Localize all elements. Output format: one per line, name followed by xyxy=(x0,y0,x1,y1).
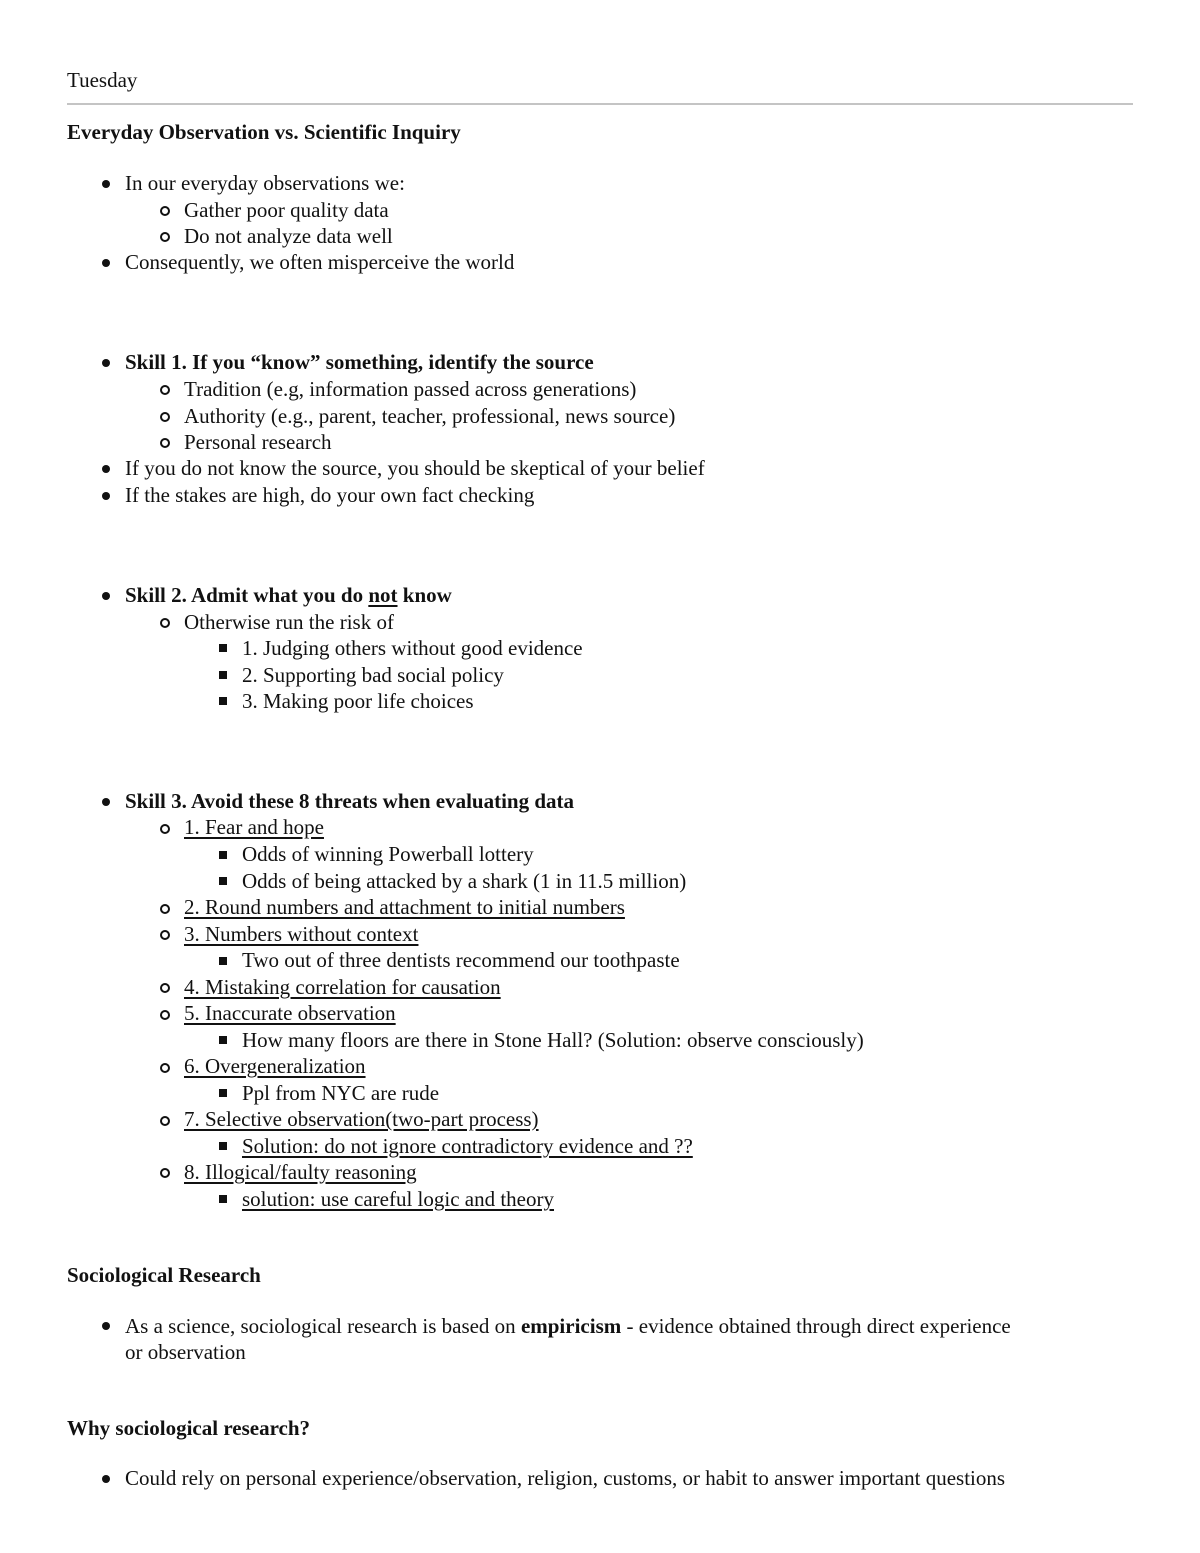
skill-heading: Skill 1. If you “know” something, identify the source xyxy=(125,350,594,374)
square-bullet-icon xyxy=(219,1089,227,1097)
square-bullet-icon xyxy=(219,1195,227,1203)
threat-item: 6. Overgeneralization xyxy=(184,1054,366,1078)
section-heading: Everyday Observation vs. Scientific Inquiry xyxy=(67,120,461,144)
circle-bullet-icon xyxy=(160,983,170,993)
list-item: If you do not know the source, you should be skeptical of your belief xyxy=(125,456,705,480)
square-bullet-icon xyxy=(219,697,227,705)
circle-bullet-icon xyxy=(160,232,170,242)
list-item: How many floors are there in Stone Hall? (Solution: observe consciously) xyxy=(242,1028,864,1052)
day-label: Tuesday xyxy=(67,68,138,92)
bullet-icon xyxy=(102,465,110,473)
circle-bullet-icon xyxy=(160,206,170,216)
list-item: Odds of being attacked by a shark (1 in 11.5 million) xyxy=(242,869,687,893)
threat-item: 2. Round numbers and attachment to initial numbers xyxy=(184,895,625,919)
circle-bullet-icon xyxy=(160,824,170,834)
skill-heading-text: Skill 2. Admit what you do xyxy=(125,583,369,607)
circle-bullet-icon xyxy=(160,438,170,448)
threat-item: 1. Fear and hope xyxy=(184,815,324,839)
bullet-icon xyxy=(102,1322,110,1330)
emphasis-not: not xyxy=(368,583,398,607)
circle-bullet-icon xyxy=(160,930,170,940)
list-item: Could rely on personal experience/observation, religion, customs, or habit to answer important questions xyxy=(125,1466,1006,1490)
circle-bullet-icon xyxy=(160,1010,170,1020)
list-item: Otherwise run the risk of xyxy=(184,610,394,634)
list-item: If the stakes are high, do your own fact checking xyxy=(125,483,535,507)
circle-bullet-icon xyxy=(160,618,170,628)
bullet-icon xyxy=(102,1475,110,1483)
list-item: Ppl from NYC are rude xyxy=(242,1081,440,1105)
section-heading: Why sociological research? xyxy=(67,1416,311,1440)
header-divider xyxy=(67,103,1133,105)
list-item: Odds of winning Powerball lottery xyxy=(242,842,534,866)
square-bullet-icon xyxy=(219,1142,227,1150)
circle-bullet-icon xyxy=(160,385,170,395)
threat-item: 7. Selective observation(two-part process) xyxy=(184,1107,539,1131)
list-item: Do not analyze data well xyxy=(184,224,393,248)
bullet-icon xyxy=(102,180,110,188)
threat-item: 3. Numbers without context xyxy=(184,922,419,946)
threat-item: 4. Mistaking correlation for causation xyxy=(184,975,501,999)
list-item: Personal research xyxy=(184,430,332,454)
section-heading: Sociological Research xyxy=(67,1263,261,1287)
square-bullet-icon xyxy=(219,957,227,965)
threat-item: 8. Illogical/faulty reasoning xyxy=(184,1160,417,1184)
list-item: Consequently, we often misperceive the world xyxy=(125,250,515,274)
circle-bullet-icon xyxy=(160,904,170,914)
bullet-icon xyxy=(102,592,110,600)
circle-bullet-icon xyxy=(160,1168,170,1178)
list-item: Tradition (e.g, information passed across generations) xyxy=(184,377,637,401)
bullet-icon xyxy=(102,798,110,806)
skill-heading-text: know xyxy=(397,583,452,607)
bullet-icon xyxy=(102,259,110,267)
square-bullet-icon xyxy=(219,851,227,859)
circle-bullet-icon xyxy=(160,1116,170,1126)
square-bullet-icon xyxy=(219,644,227,652)
bullet-icon xyxy=(102,492,110,500)
list-item: Authority (e.g., parent, teacher, professional, news source) xyxy=(184,404,676,428)
list-item: Gather poor quality data xyxy=(184,198,389,222)
list-item: Two out of three dentists recommend our toothpaste xyxy=(242,948,680,972)
paragraph-text: - evidence obtained through direct experience xyxy=(621,1314,1011,1338)
square-bullet-icon xyxy=(219,671,227,679)
key-term: empiricism xyxy=(520,1314,622,1338)
circle-bullet-icon xyxy=(160,412,170,422)
circle-bullet-icon xyxy=(160,1063,170,1073)
threat-item: 5. Inaccurate observation xyxy=(184,1001,396,1025)
list-item: In our everyday observations we: xyxy=(125,171,405,195)
list-item: 1. Judging others without good evidence xyxy=(242,636,583,660)
skill-heading: Skill 3. Avoid these 8 threats when evaluating data xyxy=(125,789,575,813)
square-bullet-icon xyxy=(219,877,227,885)
list-item: Solution: do not ignore contradictory evidence and ?? xyxy=(242,1134,693,1158)
paragraph-text: As a science, sociological research is based on xyxy=(125,1314,521,1338)
skill-heading xyxy=(125,582,452,608)
list-item-continuation: or observation xyxy=(125,1340,246,1364)
list-item: 2. Supporting bad social policy xyxy=(242,663,504,687)
list-item: solution: use careful logic and theory xyxy=(242,1187,554,1211)
list-item xyxy=(125,1313,1011,1339)
square-bullet-icon xyxy=(219,1036,227,1044)
bullet-icon xyxy=(102,359,110,367)
list-item: 3. Making poor life choices xyxy=(242,689,474,713)
